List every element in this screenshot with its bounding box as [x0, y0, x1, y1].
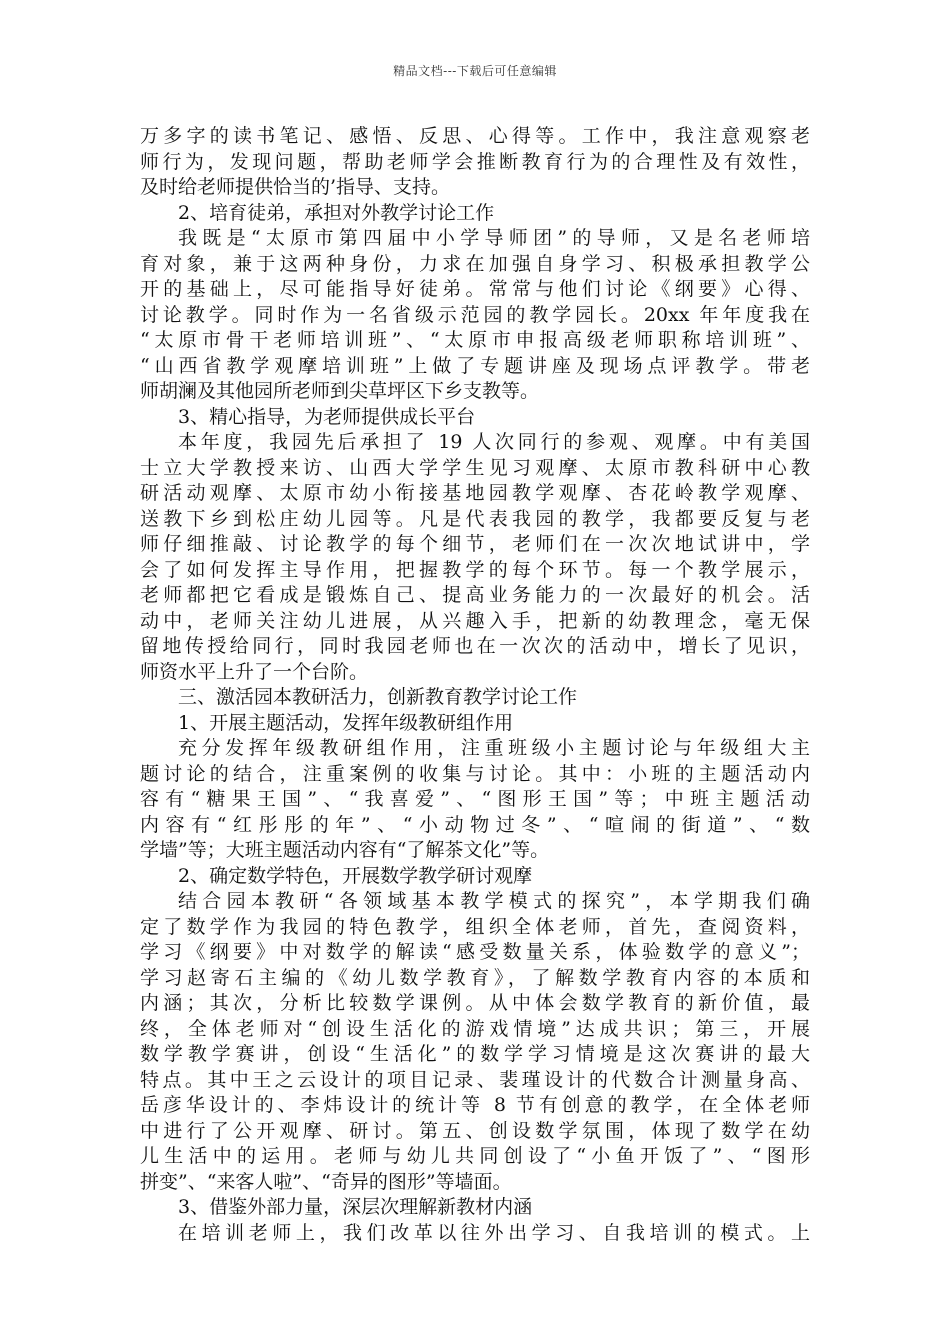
text-line: 学习《纲要》中对数学的解读“感受数量关系，体验数学的意义”；: [140, 941, 810, 963]
document-body: [140, 124, 810, 1246]
text-line: 容有“糖果王国”、“我喜爱”、“图形王国”等；中班主题活动: [140, 788, 810, 810]
text-line: 师仔细推敲、讨论教学的每个细节，老师们在一次次地试讲中，学: [140, 533, 810, 555]
text-line: 留地传授给同行，同时我园老师也在一次次的活动中，增长了见识，: [140, 635, 810, 657]
text-line: 岳彦华设计的、李炜设计的统计等 8 节有创意的教学，在全体老师: [140, 1094, 810, 1116]
text-line: 题讨论的结合，注重案例的收集与讨论。其中：小班的主题活动内: [140, 762, 810, 785]
text-line: 学墙”等；大班主题活动内容有“了解茶文化”等。: [140, 839, 550, 861]
text-line: 3、借鉴外部力量，深层次理解新教材内涵: [178, 1196, 533, 1218]
text-line: 研活动观摩、太原市幼小衔接基地园教学观摩、杏花岭教学观摩、: [140, 482, 810, 504]
text-line: 会了如何发挥主导作用，把握教学的每个环节。每一个教学展示，: [140, 558, 810, 581]
text-line: 三、激活园本教研活力，创新教育教学讨论工作: [178, 686, 578, 708]
text-line: 讨论教学。同时作为一名省级示范园的教学园长。20xx 年年度我在: [140, 303, 810, 326]
text-line: 我既是“太原市第四届中小学导师团”的导师，又是名老师培: [178, 227, 810, 249]
text-line: 2、确定数学特色，开展数学教学研讨观摩: [178, 864, 533, 887]
text-line: 1、开展主题活动，发挥年级教研组作用: [178, 711, 514, 734]
text-line: 终，全体老师对“创设生活化的游戏情境”达成共识；第三，开展: [140, 1017, 810, 1040]
text-line: 送教下乡到松庄幼儿园等。凡是代表我园的教学，我都要反复与老: [140, 507, 810, 530]
text-line: 在培训老师上，我们改革以往外出学习、自我培训的模式。上: [178, 1221, 810, 1244]
text-line: 士立大学教授来访、山西大学学生见习观摩、太原市教科研中心教: [140, 456, 810, 479]
text-line: 内容有“红彤彤的年”、“小动物过冬”、“喧闹的街道”、“数: [140, 813, 810, 836]
text-line: 育对象，兼于这两种身份，力求在加强自身学习、积极承担教学公: [140, 252, 810, 275]
text-line: 数学教学赛讲，创设“生活化”的数学学习情境是这次赛讲的最大: [140, 1043, 810, 1065]
text-line: 学习赵寄石主编的《幼儿数学教育》，了解数学教育内容的本质和: [140, 966, 810, 989]
text-line: 开的基础上，尽可能指导好徒弟。常常与他们讨论《纲要》心得、: [140, 278, 810, 300]
text-line: 特点。其中王之云设计的项目记录、裴瑾设计的代数合计测量身高、: [140, 1068, 810, 1091]
page-header: 精品文档---下载后可任意编辑: [393, 64, 557, 78]
text-line: 充分发挥年级教研组作用，注重班级小主题讨论与年级组大主: [178, 737, 810, 759]
text-line: 师胡澜及其他园所老师到尖草坪区下乡支教等。: [140, 380, 540, 402]
text-line: 及时给老师提供恰当的’指导、支持。: [140, 176, 451, 198]
text-line: 3、精心指导，为老师提供成长平台: [178, 405, 476, 428]
text-line: 儿生活中的运用。老师与幼儿共同创设了“小鱼开饭了”、“图形: [140, 1145, 810, 1167]
text-line: 动中，老师关注幼儿进展，从兴趣入手，把新的幼教理念，毫无保: [140, 609, 810, 632]
text-line: “山西省教学观摩培训班”上做了专题讲座及现场点评教学。带老: [140, 354, 810, 377]
text-line: 师资水平上升了一个台阶。: [140, 660, 369, 683]
text-line: 老师都把它看成是锻炼自己、提高业务能力的一次最好的机会。活: [140, 584, 810, 606]
text-line: 中进行了公开观摩、研讨。第五、创设数学氛围，体现了数学在幼: [140, 1119, 810, 1142]
text-line: 内涵；其次，分析比较数学课例。从中体会数学教育的新价值，最: [140, 992, 810, 1014]
text-line: 本年度，我园先后承担了 19 人次同行的参观、观摩。中有美国: [178, 431, 810, 453]
text-line: 拼变”、“来客人啦”、“奇异的图形”等墙面。: [140, 1170, 512, 1193]
text-line: 师行为，发现问题，帮助老师学会推断教育行为的合理性及有效性，: [140, 150, 810, 173]
text-line: 2、培育徒弟，承担对外教学讨论工作: [178, 201, 495, 224]
text-line: 定了数学作为我园的特色教学，组织全体老师，首先，查阅资料，: [140, 915, 810, 938]
text-line: 结合园本教研“各领域基本教学模式的探究”，本学期我们确: [178, 890, 810, 912]
text-line: 万多字的读书笔记、感悟、反思、心得等。工作中，我注意观察老: [140, 125, 810, 147]
text-line: “太原市骨干老师培训班”、“太原市申报高级老师职称培训班”、: [140, 329, 810, 351]
